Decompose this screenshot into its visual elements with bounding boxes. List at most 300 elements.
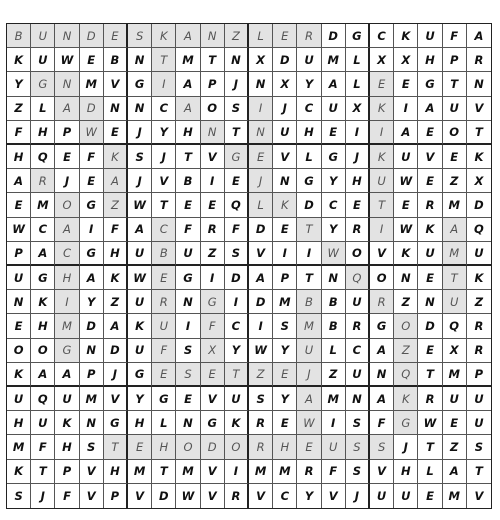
grid-cell-r10-c15[interactable]: O [370, 266, 394, 290]
grid-cell-r1-c2[interactable]: W [55, 48, 79, 72]
grid-cell-r14-c12[interactable]: J [297, 363, 321, 387]
grid-cell-r16-c13[interactable]: I [322, 411, 346, 435]
grid-cell-r6-c1[interactable]: R [31, 169, 55, 193]
grid-cell-r18-c19[interactable]: T [467, 460, 491, 484]
grid-cell-r5-c8[interactable]: V [201, 145, 225, 169]
grid-cell-r10-c2[interactable]: H [55, 266, 79, 290]
grid-cell-r3-c4[interactable]: N [104, 97, 128, 121]
grid-cell-r12-c3[interactable]: D [80, 314, 104, 338]
grid-cell-r15-c2[interactable]: U [55, 387, 79, 411]
grid-cell-r19-c17[interactable]: E [418, 484, 442, 508]
grid-cell-r17-c18[interactable]: Z [443, 435, 467, 459]
grid-cell-r9-c14[interactable]: O [346, 242, 370, 266]
grid-cell-r16-c9[interactable]: K [225, 411, 249, 435]
grid-cell-r16-c6[interactable]: L [152, 411, 176, 435]
grid-cell-r6-c15[interactable]: U [370, 169, 394, 193]
grid-cell-r17-c13[interactable]: U [322, 435, 346, 459]
grid-cell-r8-c15[interactable]: I [370, 218, 394, 242]
grid-cell-r13-c18[interactable]: X [443, 339, 467, 363]
grid-cell-r3-c10[interactable]: I [249, 97, 273, 121]
grid-cell-r15-c4[interactable]: V [104, 387, 128, 411]
grid-cell-r4-c8[interactable]: N [201, 121, 225, 145]
grid-cell-r3-c17[interactable]: A [418, 97, 442, 121]
grid-cell-r10-c8[interactable]: I [201, 266, 225, 290]
grid-cell-r13-c5[interactable]: U [128, 339, 152, 363]
grid-cell-r16-c14[interactable]: S [346, 411, 370, 435]
grid-cell-r6-c7[interactable]: B [176, 169, 200, 193]
grid-cell-r13-c15[interactable]: A [370, 339, 394, 363]
grid-cell-r7-c9[interactable]: Q [225, 193, 249, 217]
grid-cell-r14-c3[interactable]: P [80, 363, 104, 387]
grid-cell-r1-c8[interactable]: T [201, 48, 225, 72]
grid-cell-r8-c13[interactable]: Y [322, 218, 346, 242]
grid-cell-r9-c19[interactable]: U [467, 242, 491, 266]
grid-cell-r6-c13[interactable]: Y [322, 169, 346, 193]
grid-cell-r18-c14[interactable]: S [346, 460, 370, 484]
grid-cell-r2-c4[interactable]: V [104, 72, 128, 96]
grid-cell-r12-c1[interactable]: H [31, 314, 55, 338]
grid-cell-r18-c15[interactable]: V [370, 460, 394, 484]
grid-cell-r18-c8[interactable]: V [201, 460, 225, 484]
grid-cell-r0-c19[interactable]: A [467, 24, 491, 48]
grid-cell-r15-c1[interactable]: Q [31, 387, 55, 411]
grid-cell-r6-c6[interactable]: V [152, 169, 176, 193]
grid-cell-r13-c3[interactable]: N [80, 339, 104, 363]
grid-cell-r7-c18[interactable]: M [443, 193, 467, 217]
grid-cell-r3-c19[interactable]: V [467, 97, 491, 121]
grid-cell-r3-c0[interactable]: Z [7, 97, 31, 121]
grid-cell-r5-c14[interactable]: J [346, 145, 370, 169]
grid-cell-r15-c5[interactable]: Y [128, 387, 152, 411]
grid-cell-r2-c9[interactable]: J [225, 72, 249, 96]
grid-cell-r3-c16[interactable]: I [394, 97, 418, 121]
grid-cell-r6-c3[interactable]: E [80, 169, 104, 193]
grid-cell-r11-c12[interactable]: B [297, 290, 321, 314]
grid-cell-r17-c12[interactable]: E [297, 435, 321, 459]
grid-cell-r6-c18[interactable]: Z [443, 169, 467, 193]
grid-cell-r2-c13[interactable]: A [322, 72, 346, 96]
grid-cell-r3-c5[interactable]: N [128, 97, 152, 121]
grid-cell-r2-c7[interactable]: A [176, 72, 200, 96]
grid-cell-r9-c17[interactable]: U [418, 242, 442, 266]
grid-cell-r10-c12[interactable]: T [297, 266, 321, 290]
grid-cell-r15-c3[interactable]: M [80, 387, 104, 411]
grid-cell-r2-c17[interactable]: G [418, 72, 442, 96]
grid-cell-r17-c19[interactable]: S [467, 435, 491, 459]
grid-cell-r7-c5[interactable]: W [128, 193, 152, 217]
grid-cell-r19-c15[interactable]: U [370, 484, 394, 508]
grid-cell-r0-c7[interactable]: A [176, 24, 200, 48]
grid-cell-r15-c17[interactable]: R [418, 387, 442, 411]
grid-cell-r4-c1[interactable]: H [31, 121, 55, 145]
grid-cell-r1-c19[interactable]: R [467, 48, 491, 72]
grid-cell-r12-c8[interactable]: F [201, 314, 225, 338]
grid-cell-r17-c0[interactable]: M [7, 435, 31, 459]
grid-cell-r12-c16[interactable]: O [394, 314, 418, 338]
grid-cell-r15-c0[interactable]: U [7, 387, 31, 411]
grid-cell-r18-c18[interactable]: A [443, 460, 467, 484]
grid-cell-r5-c18[interactable]: E [443, 145, 467, 169]
grid-cell-r12-c11[interactable]: S [273, 314, 297, 338]
grid-cell-r8-c9[interactable]: F [225, 218, 249, 242]
grid-cell-r5-c9[interactable]: G [225, 145, 249, 169]
grid-cell-r12-c7[interactable]: I [176, 314, 200, 338]
grid-cell-r4-c5[interactable]: J [128, 121, 152, 145]
grid-cell-r6-c19[interactable]: X [467, 169, 491, 193]
grid-cell-r0-c0[interactable]: B [7, 24, 31, 48]
grid-cell-r5-c2[interactable]: E [55, 145, 79, 169]
grid-cell-r9-c15[interactable]: V [370, 242, 394, 266]
grid-cell-r2-c8[interactable]: P [201, 72, 225, 96]
grid-cell-r19-c6[interactable]: D [152, 484, 176, 508]
grid-cell-r4-c12[interactable]: H [297, 121, 321, 145]
grid-cell-r17-c4[interactable]: T [104, 435, 128, 459]
grid-cell-r4-c19[interactable]: T [467, 121, 491, 145]
grid-cell-r9-c2[interactable]: C [55, 242, 79, 266]
grid-cell-r3-c1[interactable]: L [31, 97, 55, 121]
grid-cell-r16-c1[interactable]: U [31, 411, 55, 435]
grid-cell-r17-c10[interactable]: R [249, 435, 273, 459]
grid-cell-r9-c13[interactable]: W [322, 242, 346, 266]
grid-cell-r13-c6[interactable]: F [152, 339, 176, 363]
grid-cell-r7-c17[interactable]: R [418, 193, 442, 217]
grid-cell-r13-c14[interactable]: C [346, 339, 370, 363]
grid-cell-r9-c5[interactable]: U [128, 242, 152, 266]
grid-cell-r4-c11[interactable]: U [273, 121, 297, 145]
grid-cell-r16-c17[interactable]: W [418, 411, 442, 435]
grid-cell-r10-c18[interactable]: T [443, 266, 467, 290]
grid-cell-r8-c14[interactable]: R [346, 218, 370, 242]
grid-cell-r18-c1[interactable]: T [31, 460, 55, 484]
grid-cell-r8-c7[interactable]: F [176, 218, 200, 242]
grid-cell-r17-c8[interactable]: D [201, 435, 225, 459]
grid-cell-r11-c1[interactable]: K [31, 290, 55, 314]
grid-cell-r10-c6[interactable]: E [152, 266, 176, 290]
grid-cell-r12-c0[interactable]: E [7, 314, 31, 338]
grid-cell-r11-c10[interactable]: D [249, 290, 273, 314]
grid-cell-r14-c18[interactable]: M [443, 363, 467, 387]
grid-cell-r10-c16[interactable]: N [394, 266, 418, 290]
grid-cell-r2-c19[interactable]: N [467, 72, 491, 96]
grid-cell-r12-c18[interactable]: Q [443, 314, 467, 338]
grid-cell-r4-c0[interactable]: F [7, 121, 31, 145]
grid-cell-r12-c13[interactable]: B [322, 314, 346, 338]
grid-cell-r1-c11[interactable]: D [273, 48, 297, 72]
grid-cell-r11-c0[interactable]: N [7, 290, 31, 314]
grid-cell-r11-c11[interactable]: M [273, 290, 297, 314]
grid-cell-r9-c7[interactable]: U [176, 242, 200, 266]
grid-cell-r11-c2[interactable]: I [55, 290, 79, 314]
grid-cell-r1-c10[interactable]: X [249, 48, 273, 72]
grid-cell-r17-c17[interactable]: T [418, 435, 442, 459]
grid-cell-r8-c5[interactable]: A [128, 218, 152, 242]
grid-cell-r2-c14[interactable]: L [346, 72, 370, 96]
grid-cell-r15-c14[interactable]: N [346, 387, 370, 411]
grid-cell-r4-c16[interactable]: A [394, 121, 418, 145]
grid-cell-r11-c19[interactable]: Z [467, 290, 491, 314]
grid-cell-r14-c2[interactable]: A [55, 363, 79, 387]
grid-cell-r14-c11[interactable]: E [273, 363, 297, 387]
grid-cell-r0-c14[interactable]: G [346, 24, 370, 48]
grid-cell-r13-c17[interactable]: E [418, 339, 442, 363]
grid-cell-r5-c7[interactable]: T [176, 145, 200, 169]
grid-cell-r18-c4[interactable]: H [104, 460, 128, 484]
grid-cell-r6-c2[interactable]: J [55, 169, 79, 193]
grid-cell-r6-c0[interactable]: A [7, 169, 31, 193]
grid-cell-r17-c15[interactable]: S [370, 435, 394, 459]
grid-cell-r12-c17[interactable]: D [418, 314, 442, 338]
grid-cell-r1-c4[interactable]: B [104, 48, 128, 72]
grid-cell-r3-c11[interactable]: J [273, 97, 297, 121]
grid-cell-r0-c2[interactable]: N [55, 24, 79, 48]
grid-cell-r9-c9[interactable]: S [225, 242, 249, 266]
grid-cell-r15-c18[interactable]: U [443, 387, 467, 411]
grid-cell-r16-c19[interactable]: U [467, 411, 491, 435]
grid-cell-r7-c19[interactable]: D [467, 193, 491, 217]
grid-cell-r16-c18[interactable]: E [443, 411, 467, 435]
grid-cell-r12-c6[interactable]: U [152, 314, 176, 338]
grid-cell-r0-c9[interactable]: Z [225, 24, 249, 48]
grid-cell-r16-c16[interactable]: G [394, 411, 418, 435]
grid-cell-r9-c0[interactable]: P [7, 242, 31, 266]
grid-cell-r16-c10[interactable]: R [249, 411, 273, 435]
grid-cell-r3-c18[interactable]: U [443, 97, 467, 121]
grid-cell-r4-c15[interactable]: I [370, 121, 394, 145]
grid-cell-r0-c8[interactable]: N [201, 24, 225, 48]
grid-cell-r10-c11[interactable]: P [273, 266, 297, 290]
grid-cell-r15-c16[interactable]: K [394, 387, 418, 411]
grid-cell-r19-c3[interactable]: V [80, 484, 104, 508]
grid-cell-r5-c19[interactable]: K [467, 145, 491, 169]
grid-cell-r14-c19[interactable]: P [467, 363, 491, 387]
grid-cell-r13-c2[interactable]: G [55, 339, 79, 363]
grid-cell-r7-c0[interactable]: E [7, 193, 31, 217]
grid-cell-r6-c10[interactable]: J [249, 169, 273, 193]
grid-cell-r0-c16[interactable]: K [394, 24, 418, 48]
grid-cell-r0-c5[interactable]: S [128, 24, 152, 48]
grid-cell-r6-c9[interactable]: E [225, 169, 249, 193]
grid-cell-r7-c6[interactable]: T [152, 193, 176, 217]
grid-cell-r4-c2[interactable]: P [55, 121, 79, 145]
grid-cell-r9-c18[interactable]: M [443, 242, 467, 266]
grid-cell-r6-c5[interactable]: J [128, 169, 152, 193]
grid-cell-r18-c6[interactable]: T [152, 460, 176, 484]
grid-cell-r5-c16[interactable]: U [394, 145, 418, 169]
grid-cell-r13-c9[interactable]: Y [225, 339, 249, 363]
grid-cell-r2-c2[interactable]: N [55, 72, 79, 96]
grid-cell-r3-c2[interactable]: A [55, 97, 79, 121]
grid-cell-r7-c4[interactable]: Z [104, 193, 128, 217]
grid-cell-r2-c11[interactable]: X [273, 72, 297, 96]
grid-cell-r8-c11[interactable]: E [273, 218, 297, 242]
grid-cell-r9-c6[interactable]: B [152, 242, 176, 266]
grid-cell-r9-c10[interactable]: V [249, 242, 273, 266]
grid-cell-r14-c17[interactable]: T [418, 363, 442, 387]
grid-cell-r8-c19[interactable]: Q [467, 218, 491, 242]
grid-cell-r3-c7[interactable]: A [176, 97, 200, 121]
grid-cell-r2-c6[interactable]: I [152, 72, 176, 96]
grid-cell-r3-c6[interactable]: C [152, 97, 176, 121]
grid-cell-r1-c3[interactable]: E [80, 48, 104, 72]
grid-cell-r18-c5[interactable]: M [128, 460, 152, 484]
grid-cell-r15-c11[interactable]: Y [273, 387, 297, 411]
grid-cell-r10-c19[interactable]: K [467, 266, 491, 290]
grid-cell-r8-c12[interactable]: T [297, 218, 321, 242]
grid-cell-r12-c12[interactable]: M [297, 314, 321, 338]
grid-cell-r0-c18[interactable]: F [443, 24, 467, 48]
grid-cell-r18-c12[interactable]: R [297, 460, 321, 484]
grid-cell-r3-c9[interactable]: S [225, 97, 249, 121]
grid-cell-r11-c5[interactable]: U [128, 290, 152, 314]
grid-cell-r13-c12[interactable]: U [297, 339, 321, 363]
grid-cell-r19-c14[interactable]: J [346, 484, 370, 508]
grid-cell-r11-c13[interactable]: B [322, 290, 346, 314]
grid-cell-r15-c19[interactable]: U [467, 387, 491, 411]
grid-cell-r11-c17[interactable]: N [418, 290, 442, 314]
grid-cell-r2-c15[interactable]: E [370, 72, 394, 96]
grid-cell-r7-c2[interactable]: O [55, 193, 79, 217]
grid-cell-r13-c13[interactable]: L [322, 339, 346, 363]
grid-cell-r9-c12[interactable]: I [297, 242, 321, 266]
grid-cell-r9-c1[interactable]: A [31, 242, 55, 266]
grid-cell-r17-c3[interactable]: S [80, 435, 104, 459]
grid-cell-r12-c5[interactable]: K [128, 314, 152, 338]
grid-cell-r11-c16[interactable]: Z [394, 290, 418, 314]
grid-cell-r18-c2[interactable]: P [55, 460, 79, 484]
grid-cell-r8-c0[interactable]: W [7, 218, 31, 242]
grid-cell-r15-c8[interactable]: V [201, 387, 225, 411]
grid-cell-r9-c3[interactable]: G [80, 242, 104, 266]
grid-cell-r6-c16[interactable]: W [394, 169, 418, 193]
grid-cell-r5-c6[interactable]: J [152, 145, 176, 169]
grid-cell-r11-c14[interactable]: U [346, 290, 370, 314]
grid-cell-r5-c10[interactable]: E [249, 145, 273, 169]
grid-cell-r19-c4[interactable]: P [104, 484, 128, 508]
grid-cell-r7-c1[interactable]: M [31, 193, 55, 217]
grid-cell-r13-c7[interactable]: S [176, 339, 200, 363]
grid-cell-r9-c4[interactable]: H [104, 242, 128, 266]
grid-cell-r17-c7[interactable]: O [176, 435, 200, 459]
grid-cell-r10-c4[interactable]: K [104, 266, 128, 290]
grid-cell-r18-c16[interactable]: H [394, 460, 418, 484]
grid-cell-r5-c4[interactable]: K [104, 145, 128, 169]
grid-cell-r7-c7[interactable]: E [176, 193, 200, 217]
grid-cell-r5-c13[interactable]: G [322, 145, 346, 169]
grid-cell-r16-c2[interactable]: K [55, 411, 79, 435]
grid-cell-r15-c7[interactable]: E [176, 387, 200, 411]
grid-cell-r4-c9[interactable]: T [225, 121, 249, 145]
grid-cell-r1-c7[interactable]: M [176, 48, 200, 72]
grid-cell-r18-c0[interactable]: K [7, 460, 31, 484]
grid-cell-r16-c0[interactable]: H [7, 411, 31, 435]
grid-cell-r19-c7[interactable]: W [176, 484, 200, 508]
grid-cell-r7-c11[interactable]: K [273, 193, 297, 217]
grid-cell-r1-c9[interactable]: N [225, 48, 249, 72]
grid-cell-r4-c17[interactable]: E [418, 121, 442, 145]
grid-cell-r4-c3[interactable]: W [80, 121, 104, 145]
grid-cell-r6-c17[interactable]: E [418, 169, 442, 193]
grid-cell-r1-c0[interactable]: K [7, 48, 31, 72]
grid-cell-r3-c3[interactable]: D [80, 97, 104, 121]
grid-cell-r1-c13[interactable]: M [322, 48, 346, 72]
grid-cell-r19-c11[interactable]: C [273, 484, 297, 508]
grid-cell-r8-c17[interactable]: K [418, 218, 442, 242]
grid-cell-r10-c10[interactable]: A [249, 266, 273, 290]
grid-cell-r11-c15[interactable]: R [370, 290, 394, 314]
grid-cell-r19-c19[interactable]: V [467, 484, 491, 508]
grid-cell-r18-c9[interactable]: I [225, 460, 249, 484]
grid-cell-r11-c18[interactable]: U [443, 290, 467, 314]
grid-cell-r8-c2[interactable]: A [55, 218, 79, 242]
grid-cell-r14-c5[interactable]: G [128, 363, 152, 387]
grid-cell-r8-c1[interactable]: C [31, 218, 55, 242]
grid-cell-r2-c16[interactable]: E [394, 72, 418, 96]
grid-cell-r10-c5[interactable]: W [128, 266, 152, 290]
grid-cell-r10-c13[interactable]: N [322, 266, 346, 290]
grid-cell-r19-c0[interactable]: S [7, 484, 31, 508]
grid-cell-r15-c12[interactable]: A [297, 387, 321, 411]
grid-cell-r11-c9[interactable]: I [225, 290, 249, 314]
grid-cell-r0-c13[interactable]: D [322, 24, 346, 48]
grid-cell-r7-c10[interactable]: L [249, 193, 273, 217]
grid-cell-r8-c18[interactable]: A [443, 218, 467, 242]
grid-cell-r13-c10[interactable]: W [249, 339, 273, 363]
grid-cell-r5-c3[interactable]: F [80, 145, 104, 169]
grid-cell-r14-c0[interactable]: K [7, 363, 31, 387]
grid-cell-r14-c16[interactable]: Q [394, 363, 418, 387]
grid-cell-r6-c14[interactable]: H [346, 169, 370, 193]
grid-cell-r15-c13[interactable]: M [322, 387, 346, 411]
grid-cell-r4-c6[interactable]: Y [152, 121, 176, 145]
grid-cell-r7-c13[interactable]: C [322, 193, 346, 217]
grid-cell-r3-c13[interactable]: U [322, 97, 346, 121]
grid-cell-r14-c8[interactable]: E [201, 363, 225, 387]
grid-cell-r12-c15[interactable]: G [370, 314, 394, 338]
grid-cell-r18-c13[interactable]: F [322, 460, 346, 484]
grid-cell-r5-c1[interactable]: Q [31, 145, 55, 169]
grid-cell-r5-c12[interactable]: L [297, 145, 321, 169]
grid-cell-r19-c9[interactable]: R [225, 484, 249, 508]
grid-cell-r9-c16[interactable]: K [394, 242, 418, 266]
grid-cell-r12-c19[interactable]: R [467, 314, 491, 338]
grid-cell-r14-c9[interactable]: T [225, 363, 249, 387]
grid-cell-r18-c7[interactable]: M [176, 460, 200, 484]
grid-cell-r4-c7[interactable]: H [176, 121, 200, 145]
grid-cell-r14-c15[interactable]: N [370, 363, 394, 387]
grid-cell-r17-c2[interactable]: H [55, 435, 79, 459]
grid-cell-r6-c12[interactable]: G [297, 169, 321, 193]
grid-cell-r11-c4[interactable]: Z [104, 290, 128, 314]
grid-cell-r17-c11[interactable]: H [273, 435, 297, 459]
grid-cell-r16-c4[interactable]: G [104, 411, 128, 435]
grid-cell-r4-c14[interactable]: I [346, 121, 370, 145]
grid-cell-r19-c10[interactable]: V [249, 484, 273, 508]
grid-cell-r2-c10[interactable]: N [249, 72, 273, 96]
grid-cell-r2-c1[interactable]: G [31, 72, 55, 96]
grid-cell-r11-c3[interactable]: Y [80, 290, 104, 314]
grid-cell-r4-c18[interactable]: O [443, 121, 467, 145]
grid-cell-r1-c18[interactable]: P [443, 48, 467, 72]
grid-cell-r1-c12[interactable]: U [297, 48, 321, 72]
grid-cell-r9-c11[interactable]: I [273, 242, 297, 266]
grid-cell-r2-c18[interactable]: T [443, 72, 467, 96]
grid-cell-r16-c15[interactable]: F [370, 411, 394, 435]
grid-cell-r16-c12[interactable]: W [297, 411, 321, 435]
grid-cell-r14-c14[interactable]: U [346, 363, 370, 387]
grid-cell-r1-c1[interactable]: U [31, 48, 55, 72]
grid-cell-r1-c5[interactable]: N [128, 48, 152, 72]
grid-cell-r16-c11[interactable]: E [273, 411, 297, 435]
